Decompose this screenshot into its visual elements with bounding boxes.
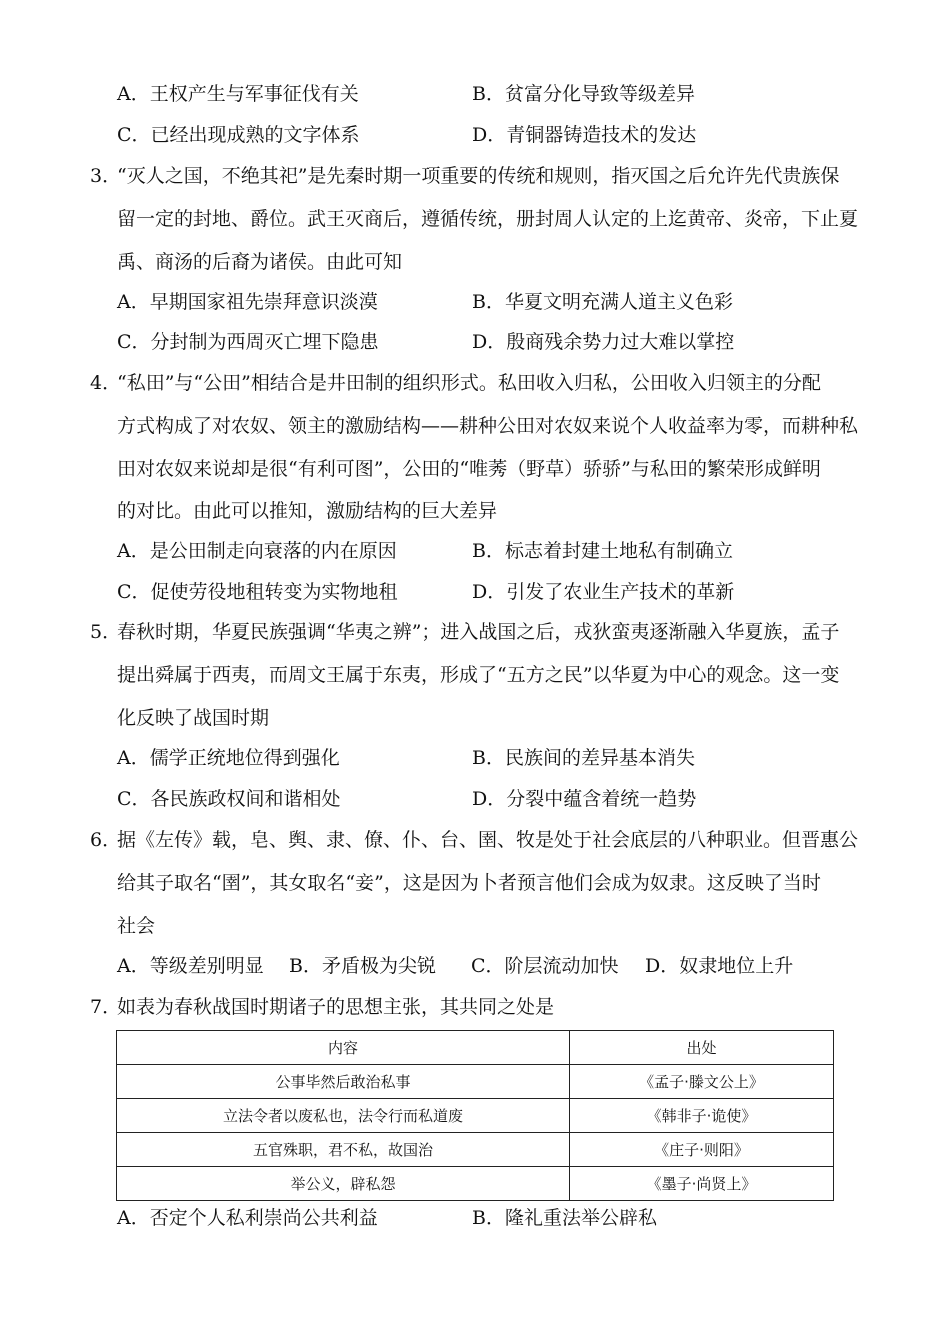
q5-stem-line-2: 提出舜属于西夷，而周文王属于东夷，形成了“五方之民”以华夏为中心的观念。这一变 bbox=[117, 664, 840, 686]
q4-option-a[interactable]: A．是公田制走向衰落的内在原因 bbox=[117, 540, 397, 562]
q6-stem-line-2: 给其子取名“圉”，其女取名“妾”，这是因为卜者预言他们会成为奴隶。这反映了当时 bbox=[117, 872, 821, 894]
q5-option-d[interactable]: D．分裂中蕴含着统一趋势 bbox=[472, 788, 697, 810]
q3-stem-line-2: 留一定的封地、爵位。武王灭商后，遵循传统，册封周人认定的上迄黄帝、炎帝，下止夏 bbox=[117, 208, 859, 230]
q4-stem-line-2: 方式构成了对农奴、领主的激励结构——耕种公田对农奴来说个人收益率为零，而耕种私 bbox=[117, 415, 859, 437]
q7-number: 7． bbox=[90, 996, 122, 1018]
q6-option-d[interactable]: D．奴隶地位上升 bbox=[645, 955, 794, 977]
q6-number: 6． bbox=[90, 829, 122, 851]
q5-option-a[interactable]: A．儒学正统地位得到强化 bbox=[117, 747, 340, 769]
cell-source: 《墨子·尚贤上》 bbox=[570, 1167, 834, 1201]
cell-content: 公事毕然后敢治私事 bbox=[117, 1065, 570, 1099]
table-row bbox=[117, 1099, 834, 1133]
q7-table bbox=[116, 1030, 834, 1201]
header-source: 出处 bbox=[570, 1031, 834, 1065]
q6-stem-line-3: 社会 bbox=[117, 915, 156, 937]
q6-option-c[interactable]: C．阶层流动加快 bbox=[471, 955, 619, 977]
cell-content: 五官殊职，君不私，故国治 bbox=[117, 1133, 570, 1167]
cell-source: 《庄子·则阳》 bbox=[570, 1133, 834, 1167]
q5-number: 5． bbox=[90, 621, 122, 643]
q4-stem-line-4: 的对比。由此可以推知，激励结构的巨大差异 bbox=[117, 500, 498, 522]
cell-source: 《孟子·滕文公上》 bbox=[570, 1065, 834, 1099]
q3-stem-line-3: 禹、商汤的后裔为诸侯。由此可知 bbox=[117, 251, 403, 273]
cell-source: 《韩非子·诡使》 bbox=[570, 1099, 834, 1133]
q5-stem-line-1: 春秋时期，华夏民族强调“华夷之辨”；进入战国之后，戎狄蛮夷逐渐融入华夏族，孟子 bbox=[117, 621, 840, 643]
q7-stem: 如表为春秋战国时期诸子的思想主张，其共同之处是 bbox=[117, 996, 555, 1018]
q2-option-b[interactable]: B．贫富分化导致等级差异 bbox=[472, 83, 695, 105]
q3-stem-line-1: “灭人之国，不绝其祀”是先秦时期一项重要的传统和规则，指灭国之后允许先代贵族保 bbox=[117, 165, 840, 187]
q5-stem-line-3: 化反映了战国时期 bbox=[117, 707, 270, 729]
q2-option-d[interactable]: D．青铜器铸造技术的发达 bbox=[472, 124, 697, 146]
table-row bbox=[117, 1065, 834, 1099]
q6-option-a[interactable]: A．等级差别明显 bbox=[117, 955, 264, 977]
q3-option-a[interactable]: A．早期国家祖先崇拜意识淡漠 bbox=[117, 291, 378, 313]
table-header-row bbox=[117, 1031, 834, 1065]
q7-option-a[interactable]: A．否定个人私利崇尚公共利益 bbox=[117, 1207, 378, 1229]
q4-option-b[interactable]: B．标志着封建土地私有制确立 bbox=[472, 540, 733, 562]
header-content: 内容 bbox=[117, 1031, 570, 1065]
q4-option-d[interactable]: D．引发了农业生产技术的革新 bbox=[472, 581, 735, 603]
q2-option-a[interactable]: A．王权产生与军事征伐有关 bbox=[117, 83, 359, 105]
cell-content: 举公义，辟私怨 bbox=[117, 1167, 570, 1201]
q5-option-c[interactable]: C．各民族政权间和谐相处 bbox=[117, 788, 341, 810]
q4-stem-line-1: “私田”与“公田”相结合是井田制的组织形式。私田收入归私，公田收入归领主的分配 bbox=[117, 372, 821, 394]
q7-option-b[interactable]: B．隆礼重法举公辟私 bbox=[472, 1207, 657, 1229]
table-row bbox=[117, 1133, 834, 1167]
table-row bbox=[117, 1167, 834, 1201]
q3-option-c[interactable]: C．分封制为西周灭亡埋下隐患 bbox=[117, 331, 379, 353]
q5-option-b[interactable]: B．民族间的差异基本消失 bbox=[472, 747, 695, 769]
q6-option-b[interactable]: B．矛盾极为尖锐 bbox=[289, 955, 436, 977]
q3-number: 3． bbox=[90, 165, 122, 187]
q4-option-c[interactable]: C．促使劳役地租转变为实物地租 bbox=[117, 581, 398, 603]
q4-stem-line-3: 田对农奴来说却是很“有利可图”，公田的“唯莠（野草）骄骄”与私田的繁荣形成鲜明 bbox=[117, 458, 821, 480]
q3-option-b[interactable]: B．华夏文明充满人道主义色彩 bbox=[472, 291, 733, 313]
q3-option-d[interactable]: D．殷商残余势力过大难以掌控 bbox=[472, 331, 735, 353]
q4-number: 4． bbox=[90, 372, 122, 394]
cell-content: 立法令者以废私也，法令行而私道废 bbox=[117, 1099, 570, 1133]
q2-option-c[interactable]: C．已经出现成熟的文字体系 bbox=[117, 124, 360, 146]
q6-stem-line-1: 据《左传》载，皂、舆、隶、僚、仆、台、圉、牧是处于社会底层的八种职业。但晋惠公 bbox=[117, 829, 859, 851]
